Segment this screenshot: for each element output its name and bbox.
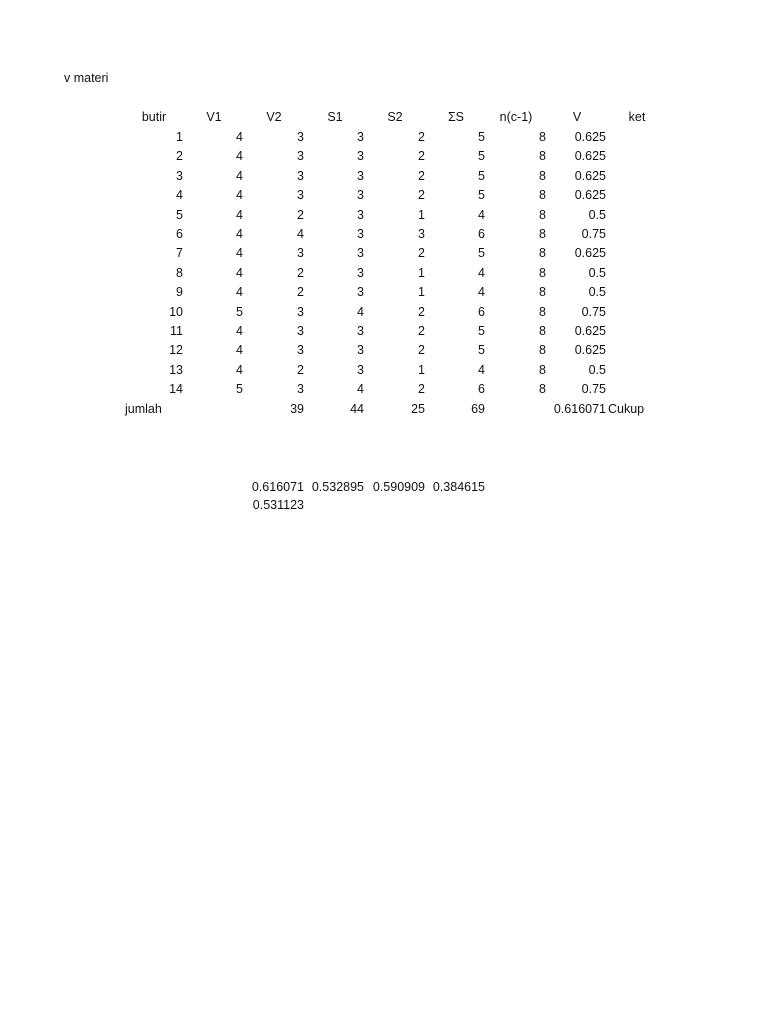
- table-row: [0, 147, 768, 166]
- total-row: [0, 400, 768, 419]
- column-header: ket: [628, 110, 646, 124]
- table-cell: 0.5: [588, 207, 606, 222]
- table-cell: 2: [176, 149, 183, 164]
- table-cell: 3: [297, 382, 304, 397]
- summary-average-row: [0, 496, 768, 515]
- total-ket: Cukup: [608, 401, 645, 416]
- table-cell: 0.5: [588, 285, 606, 300]
- table-cell: 8: [539, 246, 546, 261]
- table-cell: 5: [478, 246, 485, 261]
- table-cell: 6: [478, 304, 485, 319]
- table-cell: 3: [357, 246, 364, 261]
- table-cell: 10: [169, 304, 183, 319]
- table-row: [0, 264, 768, 283]
- table-cell: 4: [236, 207, 243, 222]
- table-cell: 3: [357, 265, 364, 280]
- table-cell: 3: [357, 285, 364, 300]
- summary-value: 0.384615: [432, 480, 485, 494]
- table-cell: 8: [539, 188, 546, 203]
- table-cell: 9: [176, 285, 183, 300]
- table-row: [0, 128, 768, 147]
- table-cell: 2: [418, 324, 425, 338]
- total-label: jumlah: [125, 401, 162, 416]
- table-row: [0, 380, 768, 399]
- table-cell: 3: [176, 168, 183, 183]
- table-row: [0, 167, 768, 186]
- table-cell: 5: [478, 324, 485, 338]
- table-cell: 8: [539, 207, 546, 222]
- table-cell: 0.625: [574, 324, 606, 338]
- table-cell: 8: [539, 324, 546, 338]
- table-cell: 4: [236, 324, 243, 338]
- table-cell: 14: [169, 382, 183, 397]
- column-header: butir: [141, 110, 167, 124]
- table-cell: 2: [418, 246, 425, 261]
- table-cell: 3: [357, 188, 364, 203]
- table-cell: 8: [539, 168, 546, 183]
- table-cell: 0.5: [588, 265, 606, 280]
- table-cell: 0.625: [574, 343, 606, 358]
- total-s2: 25: [411, 401, 425, 416]
- table-cell: 8: [176, 265, 183, 280]
- table-cell: 1: [418, 362, 425, 377]
- summary-row: [0, 478, 768, 497]
- table-cell: 0.75: [581, 304, 606, 319]
- table-cell: 1: [418, 265, 425, 280]
- table-cell: 3: [357, 207, 364, 222]
- table-row: [0, 341, 768, 360]
- table-cell: 1: [176, 130, 183, 144]
- summary-average: 0.531123: [252, 498, 304, 512]
- table-cell: 5: [478, 149, 485, 164]
- column-header: n(c-1): [499, 110, 533, 124]
- table-cell: 8: [539, 149, 546, 164]
- table-row: [0, 283, 768, 302]
- table-cell: 6: [478, 227, 485, 241]
- table-row: [0, 244, 768, 263]
- table-cell: 4: [176, 188, 183, 203]
- table-cell: 4: [236, 343, 243, 358]
- table-cell: 4: [297, 227, 304, 241]
- table-cell: 4: [236, 227, 243, 241]
- table-cell: 8: [539, 227, 546, 241]
- table-cell: 2: [418, 130, 425, 144]
- table-cell: 6: [176, 227, 183, 241]
- column-header: ΣS: [447, 110, 465, 124]
- table-cell: 12: [169, 343, 183, 358]
- sheet-title: v materi: [64, 71, 109, 85]
- table-cell: 4: [236, 149, 243, 164]
- table-cell: 4: [236, 285, 243, 300]
- summary-value: 0.532895: [311, 480, 364, 494]
- table-cell: 8: [539, 362, 546, 377]
- table-cell: 11: [170, 324, 183, 338]
- table-cell: 6: [478, 382, 485, 397]
- table-cell: 3: [297, 188, 304, 203]
- summary-value: 0.616071: [251, 480, 304, 494]
- table-cell: 2: [418, 149, 425, 164]
- table-row: [0, 206, 768, 225]
- table-row: [0, 322, 768, 341]
- table-cell: 4: [357, 382, 364, 397]
- table-cell: 3: [357, 343, 364, 358]
- table-row: [0, 361, 768, 380]
- total-v: 0.616071: [553, 401, 606, 416]
- table-cell: 0.625: [574, 149, 606, 164]
- table-cell: 8: [539, 265, 546, 280]
- table-row: [0, 225, 768, 244]
- table-cell: 5: [478, 130, 485, 144]
- table-cell: 0.625: [574, 246, 606, 261]
- table-cell: 2: [418, 188, 425, 203]
- table-cell: 4: [357, 304, 364, 319]
- table-cell: 3: [297, 168, 304, 183]
- table-cell: 3: [357, 362, 364, 377]
- table-cell: 7: [176, 246, 183, 261]
- table-cell: 3: [297, 130, 304, 144]
- table-cell: 5: [478, 168, 485, 183]
- table-cell: 4: [236, 265, 243, 280]
- table-cell: 2: [418, 304, 425, 319]
- table-cell: 3: [297, 304, 304, 319]
- total-v2: 39: [290, 401, 304, 416]
- table-cell: 2: [297, 265, 304, 280]
- column-header: V2: [266, 110, 282, 124]
- table-cell: 4: [478, 265, 485, 280]
- table-cell: 2: [418, 343, 425, 358]
- table-cell: 4: [478, 362, 485, 377]
- table-cell: 0.5: [588, 362, 606, 377]
- table-cell: 4: [478, 207, 485, 222]
- table-cell: 2: [297, 207, 304, 222]
- header-row: [0, 108, 768, 127]
- table-cell: 0.625: [574, 168, 606, 183]
- table-cell: 0.625: [574, 188, 606, 203]
- table-cell: 0.75: [581, 227, 606, 241]
- table-cell: 1: [418, 207, 425, 222]
- table-cell: 5: [176, 207, 183, 222]
- table-cell: 2: [418, 168, 425, 183]
- table-cell: 5: [478, 188, 485, 203]
- table-cell: 0.625: [574, 130, 606, 144]
- column-header: S2: [387, 110, 403, 124]
- table-cell: 13: [169, 362, 183, 377]
- table-cell: 2: [418, 382, 425, 397]
- table-cell: 3: [357, 130, 364, 144]
- column-header: V: [572, 110, 582, 124]
- table-cell: 4: [236, 188, 243, 203]
- table-cell: 3: [357, 324, 364, 338]
- table-cell: 3: [297, 343, 304, 358]
- table-cell: 8: [539, 343, 546, 358]
- table-cell: 0.75: [581, 382, 606, 397]
- table-cell: 3: [297, 324, 304, 338]
- table-cell: 4: [236, 362, 243, 377]
- summary-value: 0.590909: [372, 480, 425, 494]
- table-cell: 2: [297, 285, 304, 300]
- table-cell: 4: [236, 130, 243, 144]
- table-cell: 2: [297, 362, 304, 377]
- table-cell: 8: [539, 382, 546, 397]
- table-row: [0, 186, 768, 205]
- table-row: [0, 303, 768, 322]
- table-cell: 3: [357, 168, 364, 183]
- table-cell: 8: [539, 130, 546, 144]
- table-cell: 4: [236, 246, 243, 261]
- column-header: S1: [327, 110, 343, 124]
- table-cell: 4: [236, 168, 243, 183]
- table-cell: 5: [236, 304, 243, 319]
- table-cell: 4: [478, 285, 485, 300]
- table-cell: 3: [357, 149, 364, 164]
- column-header: V1: [206, 110, 222, 124]
- table-cell: 3: [297, 149, 304, 164]
- total-s1: 44: [350, 401, 364, 416]
- table-cell: 8: [539, 304, 546, 319]
- table-cell: 3: [297, 246, 304, 261]
- table-cell: 5: [478, 343, 485, 358]
- table-cell: 5: [236, 382, 243, 397]
- table-cell: 3: [357, 227, 364, 241]
- table-cell: 1: [418, 285, 425, 300]
- table-cell: 8: [539, 285, 546, 300]
- table-cell: 3: [418, 227, 425, 241]
- total-sigma-s: 69: [471, 401, 485, 416]
